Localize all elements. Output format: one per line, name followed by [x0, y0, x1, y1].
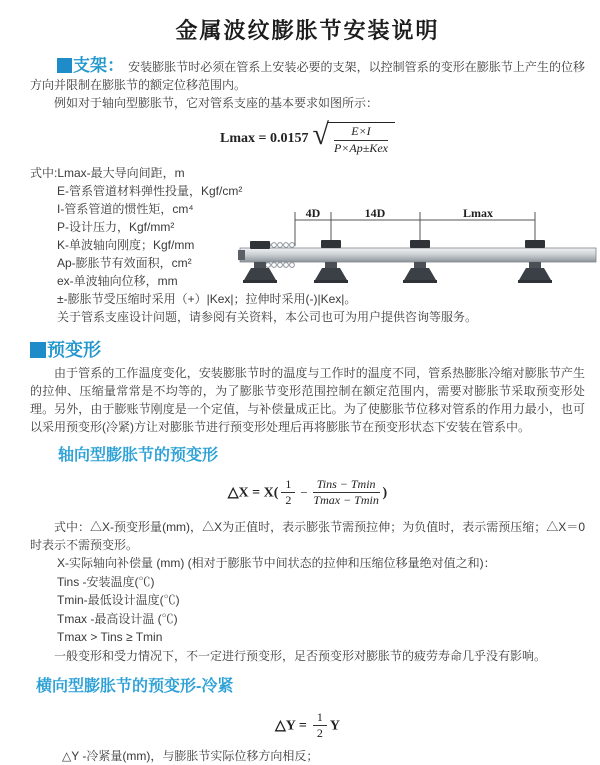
pipe-support-diagram: [238, 204, 598, 309]
section-bullet-icon: [30, 342, 46, 358]
support-example-line: 例如对于轴向型膨胀节，它对管系支座的基本要求如图所示：: [54, 96, 379, 110]
formula-lhs: △X = X(: [227, 484, 279, 500]
formula-rhs: ): [382, 484, 388, 500]
definition-item: I-管系管道的惯性矩，cm⁴: [57, 201, 194, 216]
support-intro-paragraph: [30, 57, 585, 94]
axial-closing-line: 一般变形和受力情况下，不一定进行预变形，足否预变形对膨胀节的疲劳寿命几乎没有影响。: [54, 648, 547, 663]
pipe-end-cap: [238, 250, 245, 260]
minus-operator: −: [300, 485, 308, 501]
formula-rhs: Y: [329, 717, 340, 733]
axial-variable-lines: [30, 554, 585, 647]
lateral-coldtight-formula: [30, 711, 585, 742]
diagram-label-lmax: Lmax: [463, 206, 493, 220]
definition-item: P-设计压力，Kgf/mm²: [57, 219, 175, 234]
definition-item: ex-单波轴向位移，mm: [57, 273, 178, 288]
lmax-formula: [30, 118, 585, 156]
support-intro-text: 安装膨胀节时必须在管系上安装必要的支架，以控制管系的变形在膨胀节上产生的位移方向并限制在膨胀节的额定位移范围内。: [30, 60, 586, 92]
subsection-heading-lateral: 横向型膨胀节的预变形-冷紧: [36, 677, 234, 695]
formula-lhs: Lmax = 0.0157: [220, 130, 309, 146]
section-heading-predeform: [30, 340, 585, 360]
diagram-label-14d: 14D: [364, 206, 386, 220]
definition-item: ±-膨胀节受压缩时采用（+）|Kex|；拉伸时采用(-)|Kex|。: [57, 291, 357, 306]
pipe: [240, 248, 596, 262]
definition-item: 式中:Lmax-最大导向间距，m: [30, 165, 185, 180]
definition-item: K-单波轴向刚度；Kgf/mm: [57, 237, 195, 252]
support-closing-line: 关于管系支座设计问题，请参阅有关资料，本公司也可为用户提供咨询等服务。: [57, 309, 478, 324]
section-heading-support: 支架：: [73, 56, 125, 75]
formula-lhs: △Y =: [275, 717, 307, 733]
formula-denominator: P×Ap±Kex: [333, 140, 388, 155]
diagram-label-4d: 4D: [305, 206, 321, 220]
predeform-body-paragraph: 由于管系的工作温度变化，安装膨胀节时的温度与工作时的温度不同，管系热膨胀冷缩对膨胀节产生的拉伸、压缩量常常是不均等的，为了膨胀节变形范围控制在额定范围内，需要对膨胀节采取预变形处理。另外，由于膨账节刚度是一个定值，与补偿量成正比。为了使膨胀节位移对管系的作用力最小，也可以采用预变形(冷紧)方让对膨胀节进行预变形处理后再将膨胀节在预变形状态下安装在管系中。: [30, 365, 585, 434]
definition-item: E-管系管道材料弹性投量，Kgf/cm²: [57, 183, 243, 198]
subsection-heading-axial: 轴向型膨胀节的预变形: [58, 446, 219, 464]
document-page: [0, 14, 600, 764]
page-title: 金属波纹膨胀节安装说明: [175, 18, 440, 43]
temperature-fraction: $\frac{\text{Tins − Tmin}}{Tmax - Tmin}$: [313, 476, 379, 508]
one-half-fraction: $\frac{1}{2}$: [313, 711, 327, 742]
axial-predeform-formula: [30, 478, 585, 509]
variable-line: Tmax > Tins ≥ Tmin: [57, 630, 163, 645]
section-bullet-icon: [57, 58, 72, 73]
sqrt-sign-icon: √: [312, 118, 329, 151]
one-half-fraction: $\frac{1}{2}$: [281, 478, 295, 509]
variable-line: X-实际轴向补偿量 (mm) (相对于膨胀节中间状态的拉伸和压缩位移量绝对值之和)：: [57, 556, 496, 571]
axial-note-paragraph: 式中：△X-预变形量(mm)，△X为正值时，表示膨张节需预拉伸；为负值时，表示需预压缩；△X＝0时表示不需预变形。: [30, 520, 585, 553]
variable-line: Tins -安装温度(℃): [57, 574, 155, 589]
lateral-note-line: △Y -冷紧量(mm)，与膨胀节实际位移方向相反；: [62, 749, 319, 764]
variable-line: Tmin-最低设计温度(℃): [57, 593, 180, 608]
definition-item: Ap-膨胀节有效面积，cm²: [57, 255, 192, 270]
formula-numerator: E×I: [334, 125, 388, 141]
section-heading-predeform-label: 预变形: [47, 339, 101, 360]
sqrt-radical: [312, 118, 395, 156]
variable-line: Tmax -最高设计温 (℃): [57, 611, 178, 626]
